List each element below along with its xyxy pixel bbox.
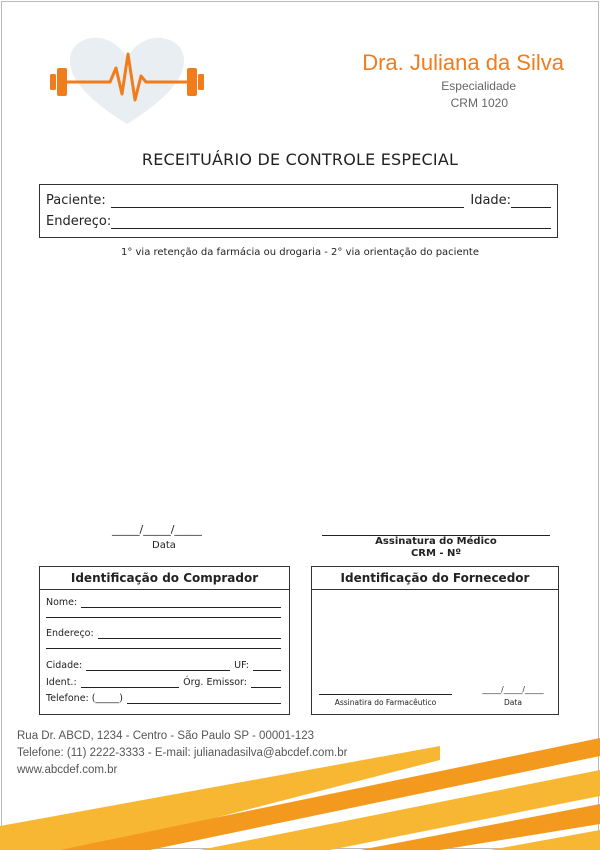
buyer-id-row [46, 677, 281, 688]
buyer-uf-label: UF: [234, 660, 249, 671]
buyer-box [39, 566, 290, 715]
buyer-city-label: Cidade: [46, 660, 83, 671]
patient-name-label: Paciente: [46, 193, 106, 208]
footer-website[interactable]: www.abcdef.com.br [17, 764, 118, 776]
patient-address-field[interactable] [111, 215, 551, 229]
buyer-address-label: Endereço: [46, 628, 94, 639]
pharmacist-signature-line[interactable] [319, 694, 452, 695]
patient-box [39, 184, 558, 238]
supplier-box [311, 566, 559, 715]
page-title: RECEITUÁRIO DE CONTROLE ESPECIAL [141, 150, 459, 169]
prescription-date-label: Data [152, 540, 176, 551]
buyer-title: Identificação do Comprador [70, 571, 259, 585]
heart-dumbbell-logo-icon [42, 36, 212, 126]
buyer-city-row [46, 660, 281, 671]
footer-address: Rua Dr. ABCD, 1234 - Centro - São Paulo SP - 00001-123 [17, 730, 315, 742]
patient-name-row [46, 193, 551, 208]
decorative-stripes-icon [0, 730, 600, 850]
doctor-specialty: Especialidade [441, 79, 516, 93]
footer-contact: Telefone: (11) 2222-3333 - E-mail: julianadasilva@abcdef.com.br [17, 747, 348, 759]
buyer-phone-field[interactable] [127, 694, 281, 704]
doctor-crm-label: CRM - Nº [410, 548, 462, 559]
buyer-name-extra-line[interactable] [46, 617, 281, 618]
buyer-divider [40, 589, 289, 590]
prescription-date-field[interactable]: _____/_____/_____ [112, 523, 202, 536]
supplier-title: Identificação do Fornecedor [340, 571, 530, 585]
buyer-issuer-field[interactable] [251, 678, 281, 688]
buyer-issuer-label: Órg. Emissor: [183, 677, 247, 688]
buyer-address-extra-line[interactable] [46, 648, 281, 649]
buyer-name-field[interactable] [81, 598, 281, 608]
pharmacist-signature-label: Assinatira do Farmacêutico [334, 698, 437, 707]
buyer-name-row [46, 597, 281, 608]
buyer-id-field[interactable] [81, 678, 180, 688]
page-frame [1, 1, 599, 849]
doctor-signature-label: Assinatura do Médico [375, 536, 497, 547]
supplier-date-label: Data [504, 698, 522, 707]
doctor-crm: CRM 1020 [450, 96, 508, 110]
patient-age-field[interactable] [511, 194, 551, 208]
buyer-uf-field[interactable] [253, 661, 281, 671]
buyer-phone-row [46, 693, 281, 704]
buyer-phone-label: Telefone: (_____) [46, 693, 123, 704]
copy-note: 1° via retenção da farmácia ou drogaria - 2° via orientação do paciente [120, 247, 480, 258]
patient-name-field[interactable] [111, 194, 465, 208]
buyer-address-row [46, 628, 281, 639]
patient-age-label: Idade: [470, 193, 512, 208]
patient-address-row [46, 214, 551, 229]
supplier-date-field[interactable]: _____/_____/_____ [482, 685, 544, 694]
patient-address-label: Endereço: [46, 214, 112, 229]
buyer-id-label: Ident.: [46, 677, 77, 688]
buyer-address-field[interactable] [98, 629, 281, 639]
supplier-divider [312, 589, 558, 590]
doctor-name: Dra. Juliana da Silva [362, 50, 564, 75]
buyer-city-field[interactable] [86, 661, 230, 671]
buyer-name-label: Nome: [46, 597, 78, 608]
